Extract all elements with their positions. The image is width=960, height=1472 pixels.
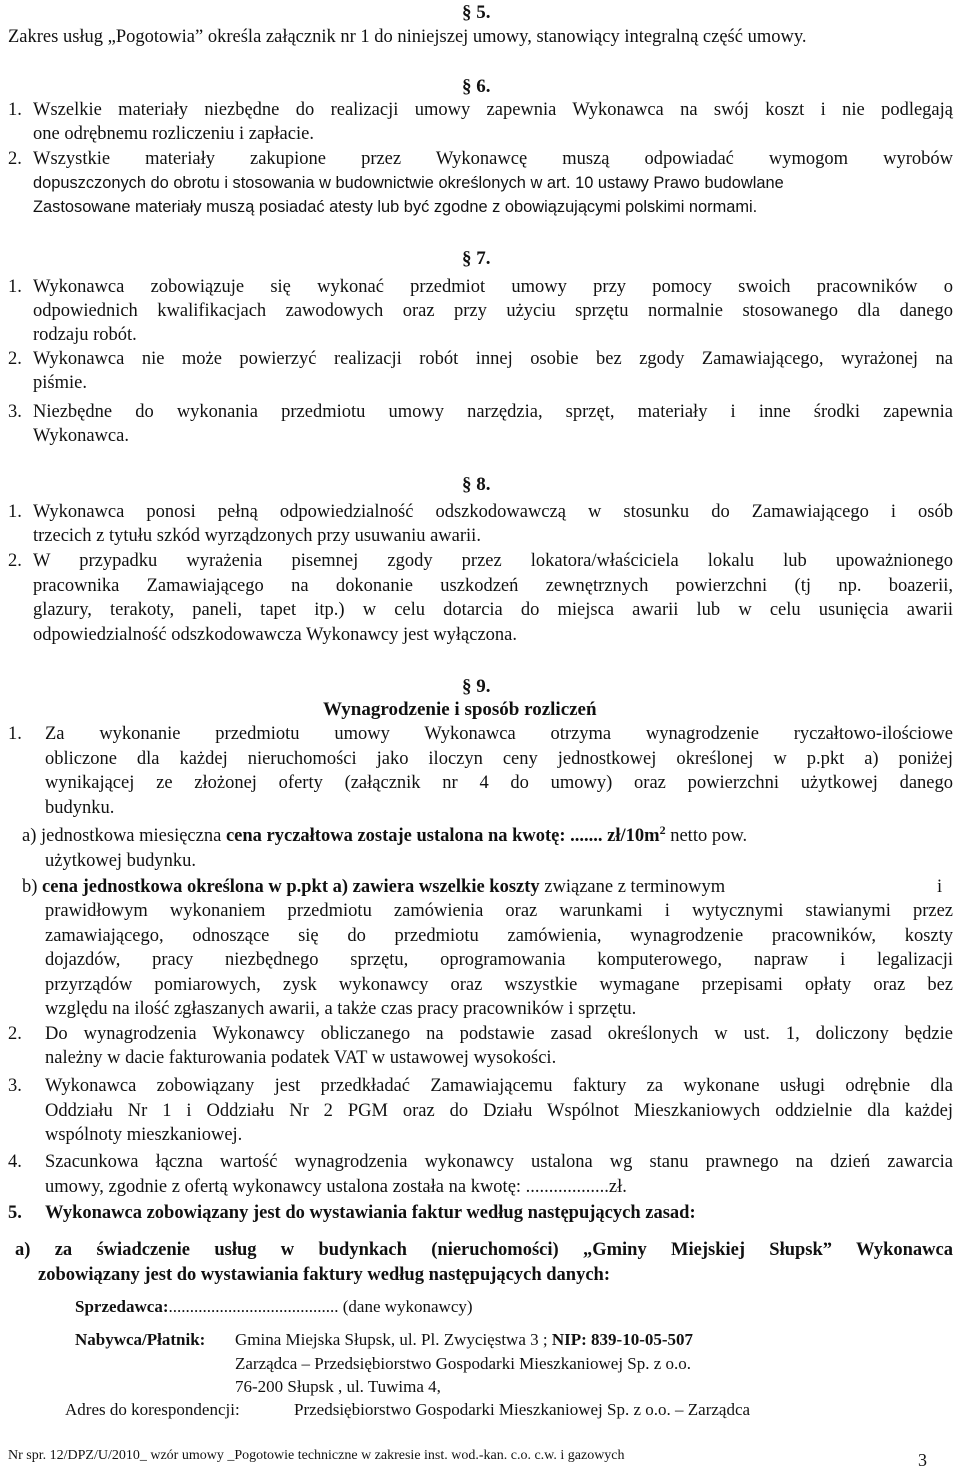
s7-p1-line: rodzaju robót.: [33, 325, 137, 345]
s8-p2-line: pracownika Zamawiającego na dokonanie uszkodzeń zewnętrznych powierzchni (tj np. boazerii,: [33, 576, 953, 596]
s9-p3-line: wspólnoty mieszkaniowej.: [45, 1125, 243, 1145]
s9-b-i: i: [937, 877, 943, 897]
s9-p1-line: wynikającej ze złożonej oferty (załącznik nr 4 do umowy) oraz powierzchni użytkowej danego: [45, 773, 953, 793]
seller-label: Sprzedawca:: [75, 1297, 169, 1316]
section-8-title: § 8.: [462, 474, 491, 495]
s9-b-label: b): [22, 877, 38, 897]
s7-p3-line: Wykonawca.: [33, 426, 129, 446]
s9-b-bold: cena jednostkowa określona w p.pkt a) zawiera wszelkie koszty: [42, 877, 540, 897]
correspondence-value: Przedsiębiorstwo Gospodarki Mieszkaniowej Sp. z o.o. – Zarządca: [294, 1400, 751, 1419]
s9-b-line: dojazdów, pracy niezbędnego sprzętu, oprogramowania komputerowego, napraw i legalizacji: [45, 950, 953, 970]
s9-p1-line: budynku.: [45, 798, 115, 818]
s9-b-line: [22, 876, 725, 900]
s9-b-line: względu na ilość zgłaszanych awarii, a także czas pracy pracowników i sprzętu.: [45, 999, 637, 1019]
section-9-title: § 9.: [462, 676, 491, 697]
s8-p1-num: 1.: [8, 502, 22, 522]
s7-p1-line: Wykonawca zobowiązuje się wykonać przedmiot umowy przy pomocy swoich pracowników o: [33, 277, 953, 297]
s7-p3-num: 3.: [8, 402, 22, 422]
s7-p2-line: Wykonawca nie może powierzyć realizacji robót innej osobie bez zgody Zamawiającego, wyrażonej na: [33, 349, 953, 369]
s6-p2-line: Wszystkie materiały zakupione przez Wykonawcę muszą odpowiadać wymogom wyrobów: [33, 149, 953, 169]
s9-p5-num: 5.: [8, 1203, 22, 1223]
s9-p2-num: 2.: [8, 1024, 22, 1044]
s9-a-bold: cena ryczałtowa zostaje ustalona na kwotę: ....... zł/10m: [225, 826, 660, 846]
section-6-title: § 6.: [462, 76, 491, 97]
s7-p1-line: odpowiednich kwalifikacjach zawodowych oraz przy użyciu sprzętu normalnie stosowanego dla danego: [33, 301, 953, 321]
s9-p2-line: Do wynagrodzenia Wykonawcy obliczanego na podstawie zasad określonych w ust. 1, doliczony będzie: [45, 1024, 953, 1044]
s8-p2-line: glazury, terakoty, paneli, tapet itp.) w celu dotarcia do miejsca awarii lub w celu usunięcia awarii: [33, 600, 953, 620]
s9-a-line: [22, 822, 748, 849]
s8-p1-line: trzecich z tytułu szkód wyrządzonych przy usuwaniu awarii.: [33, 526, 481, 546]
s9-a-pre: jednostkowa miesięczna: [41, 826, 222, 846]
s9-a-post: netto pow.: [670, 826, 748, 846]
s9-a2-line: zobowiązany jest do wystawiania faktury według następujących danych:: [38, 1265, 610, 1285]
s6-p2-num: 2.: [8, 149, 22, 169]
s9-b-line: zamawiającego, odnoszące się do przedmiotu zamówienia, wynagrodzenie pracowników, koszty: [45, 926, 953, 946]
s9-p4-line: umowy, zgodnie z ofertą wykonawcy ustalona została na kwotę: ..................zł.: [45, 1177, 627, 1197]
buyer-label: Nabywca/Płatnik:: [75, 1330, 206, 1349]
s9-b-post: związane z terminowym: [544, 877, 726, 897]
s7-p3-line: Niezbędne do wykonania przedmiotu umowy narzędzia, sprzęt, materiały i inne środki zapewnia: [33, 402, 953, 422]
s9-a-label: a): [22, 826, 37, 846]
section-7-title: § 7.: [462, 248, 491, 269]
s7-p2-num: 2.: [8, 349, 22, 369]
s9-p4-line: Szacunkowa łączna wartość wynagrodzenia wykonawcy ustalona wg stanu prawnego na dzień zawarcia: [45, 1152, 953, 1172]
s9-a2-line: a) za świadczenie usług w budynkach (nieruchomości) „Gminy Miejskiej Słupsk” Wykonawca: [15, 1240, 953, 1260]
s9-a-line2: użytkowej budynku.: [45, 851, 197, 871]
s8-p2-line: odpowiedzialność odszkodowawcza Wykonawcy jest wyłączona.: [33, 625, 518, 645]
s9-a-sup: 2: [659, 822, 666, 837]
correspondence-label: Adres do korespondencji:: [65, 1400, 240, 1419]
s7-p2-line: piśmie.: [33, 373, 87, 393]
s8-p2-num: 2.: [8, 551, 22, 571]
s8-p2-line: W przypadku wyrażenia pisemnej zgody przez lokatora/właściciela lokalu lub upoważnionego: [33, 551, 953, 571]
s9-p5-line: Wykonawca zobowiązany jest do wystawiania faktur według następujących zasad:: [45, 1203, 696, 1223]
s9-p1-line: Za wykonanie przedmiotu umowy Wykonawca otrzyma wynagrodzenie ryczałtowo-ilościowe: [45, 724, 953, 744]
s9-p3-line: Oddziału Nr 1 i Oddziału Nr 2 PGM oraz do Działu Wspólnot Mieszkaniowych oddzielnie dla każdej: [45, 1101, 953, 1121]
s9-b-line: przyrządów pomiarowych, zysk wykonawcy oraz wszystkie wymagane przepisami opłaty oraz bez: [45, 975, 953, 995]
page-number: 3: [918, 1450, 927, 1470]
buyer-line1: [235, 1330, 693, 1350]
s9-p2-line: należny w dacie fakturowania podatek VAT w ustawowej wysokości.: [45, 1048, 557, 1068]
buyer-address: Gmina Miejska Słupsk, ul. Pl. Zwycięstwa 3 ;: [235, 1330, 548, 1349]
s9-b-line: prawidłowym wykonaniem przedmiotu zamówienia oraz warunkami i wytycznymi stawianymi przez: [45, 901, 953, 921]
s6-p1-line: Wszelkie materiały niezbędne do realizacji umowy zapewnia Wykonawca na swój koszt i nie podlegają: [33, 100, 953, 120]
section-9-subtitle: Wynagrodzenie i sposób rozliczeń: [323, 699, 597, 720]
footer-text: Nr spr. 12/DPZ/U/2010_ wzór umowy _Pogotowie techniczne w zakresie inst. wod.-kan. c.o. c.w. i gazowych: [8, 1448, 625, 1463]
s9-p4-num: 4.: [8, 1152, 22, 1172]
buyer-line3: 76-200 Słupsk , ul. Tuwima 4,: [235, 1377, 441, 1396]
s7-p1-num: 1.: [8, 277, 22, 297]
buyer-nip: NIP: 839-10-05-507: [551, 1330, 694, 1349]
seller-line: [75, 1297, 473, 1317]
section-5-text: Zakres usług „Pogotowia” określa załącznik nr 1 do niniejszej umowy, stanowiący integralną część umowy.: [8, 27, 807, 47]
s9-p3-line: Wykonawca zobowiązany jest przedkładać Zamawiającemu faktury za wykonane usługi odrębnie dla: [45, 1076, 953, 1096]
s9-p3-num: 3.: [8, 1076, 22, 1096]
s6-p2-line: Zastosowane materiały muszą posiadać atesty lub być zgodne z obowiązującymi polskimi normami.: [33, 198, 758, 216]
s9-p1-num: 1.: [8, 724, 22, 744]
buyer-line2: Zarządca – Przedsiębiorstwo Gospodarki Mieszkaniowej Sp. z o.o.: [235, 1354, 692, 1373]
s9-p1-line: obliczone dla każdej nieruchomości jako iloczyn ceny jednostkowej określonej w p.pkt a) poniżej: [45, 749, 953, 769]
seller-value: ........................................ (dane wykonawcy): [168, 1297, 473, 1316]
section-5-title: § 5.: [462, 2, 491, 23]
s6-p1-num: 1.: [8, 100, 22, 120]
s8-p1-line: Wykonawca ponosi pełną odpowiedzialność odszkodowawczą w stosunku do Zamawiającego i osób: [33, 502, 953, 522]
s6-p2-line: dopuszczonych do obrotu i stosowania w budownictwie określonych w art. 10 ustawy Prawo budowlane: [33, 174, 784, 192]
s6-p1-line: one odrębnemu rozliczeniu i zapłacie.: [33, 124, 314, 144]
